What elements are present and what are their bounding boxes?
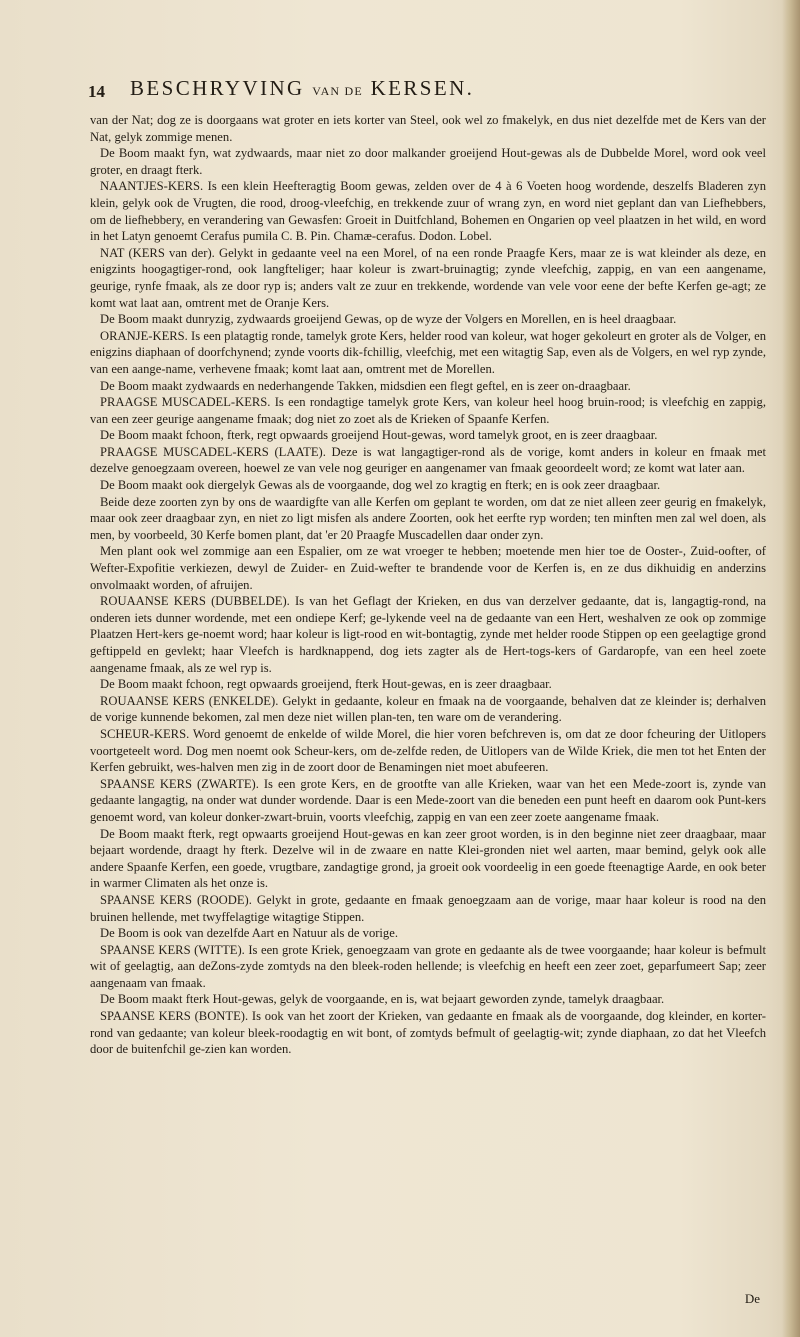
body-text	[90, 112, 766, 1058]
paragraph: De Boom maakt fchoon, regt opwaards groeijend, fterk Hout-gewas, en is zeer draagbaar.	[100, 677, 552, 692]
running-head-van: VAN DE	[312, 84, 363, 98]
paragraph: SPAANSE KERS (ZWARTE). Is een grote Kers, en de grootfte van alle Krieken, waar van het een Mede-zoort is, zynde van gedaante langagtig, na onder wat dunder wordende. Daar is een Mede-zoort van die beneden een punt heeft en daarom ook Punt-kers genoemt word, van koleur donker-zwart-bruin, voorts vleefchig, zappig en van een zeer zoete aangename fmaak.	[90, 776, 766, 824]
paragraph: NAT (KERS van der). Gelykt in gedaante veel na een Morel, of na een ronde Praagfe Kers, maar ze is wat kleinder als deze, en enigzints hoogagtiger-rond, ook langfteliger; haar koleur is zwart-bruinagtig; zynde vleefchig, zappig, en van een aangename, geurige, rynfe fmaak, als ze door ryp is; anders valt ze zuur en trekkende, wordende van vele voor eene der befte Kerfen ge-agt; ze komt wat laat aan, omtrent met de Oranje Kers.	[90, 245, 766, 310]
running-head	[130, 76, 474, 101]
paragraph: SCHEUR-KERS. Word genoemt de enkelde of wilde Morel, die hier voren befchreven is, om dat ze door fcheuring der Uitlopers voortgeteelt word. Dog men noemt ook Scheur-kers, om de-zelfde reden, de Uitlopers van de Wilde Kriek, die men tot het Enten der Kerfen gebruikt, wes-halven men zig in de zoort door de Benamingen niet moet abufeeren.	[90, 726, 766, 775]
paragraph: De Boom maakt fterk Hout-gewas, gelyk de voorgaande, en is, wat bejaart geworden zynde, tamelyk draagbaar.	[100, 992, 665, 1007]
paragraph: ROUAANSE KERS (ENKELDE). Gelykt in gedaante, koleur en fmaak na de voorgaande, behalven dat ze kleinder is; derhalven de vorige kunnende bekomen, zal men deze niet willen plan-ten, ten ware om de verandering.	[90, 693, 766, 725]
paragraph: De Boom maakt fterk, regt opwaarts groeijend Hout-gewas en kan zeer groot worden, is in den beginne niet zeer draagbaar, maar bejaart wordende, draagt hy fterk. Dezelve wil in de zwaare en natte Klei-gronden niet wel aarten, maar bemind, gelyk ook alle andere Spaanfe Kerfen, een goede, vrugtbare, zandagtige grond, ja groeit ook voordeelig in een goede fteenagtige Aarde, en ook beter in warmer Climaten als het onze is.	[90, 826, 766, 891]
paragraph: PRAAGSE MUSCADEL-KERS. Is een rondagtige tamelyk grote Kers, van koleur heel hoog bruin-rood; is vleefchig en zappig, van een zeer geurige aangename fmaak; dog niet zo zoet als de Krieken of Spaanfe Kerfen.	[90, 395, 766, 426]
page-edge	[782, 0, 800, 1337]
running-head-part1: BESCHRYVING	[130, 76, 305, 100]
page-number: 14	[88, 82, 105, 101]
paragraph: De Boom maakt dunryzig, zydwaards groeijend Gewas, op de wyze der Volgers en Morellen, en is heel draagbaar.	[100, 312, 677, 327]
paragraph: NAANTJES-KERS. Is een klein Heefteragtig Boom gewas, zelden over de 4 à 6 Voeten hoog wordende, deszelfs Bladeren zyn klein, gelyk ook de Vrugten, die rood, droog-vleefchig, en trekkende zuur of wrang zyn, en word niet geplant dan van Liefhebbers, om de liefhebbery, en verandering van Gewasfen: Groeit in Duitfchland, Bohemen en Ongarien op veel plaatzen in het wild, en word in het Latyn genoemt Cerafus pumila C. B. Pin. Chamæ-cerafus. Dodon. Lobel.	[90, 179, 766, 244]
paragraph: Beide deze zoorten zyn by ons de waardigfte van alle Kerfen om geplant te worden, om dat ze niet alleen zeer geurig en fmakelyk, maar ook zeer draagbaar zyn, en niet zo ligt misfen als andere Zoorten, ook het eerfte ryp worden; ten minften men zal wel doen, als men, by voorbeeld, 30 Kerfe bomen plant, dat 'er 20 Praagfe Muscadellen daar onder zyn.	[90, 494, 766, 542]
paragraph: De Boom maakt ook diergelyk Gewas als de voorgaande, dog wel zo kragtig en fterk; en is ook zeer draagbaar.	[100, 478, 661, 493]
paragraph: PRAAGSE MUSCADEL-KERS (LAATE). Deze is wat langagtiger-rond als de vorige, komt anders in koleur en fmaak met dezelve genoegzaam overeen, hoewel ze van vele nog geuriger en aangenamer van fmaak geoordeelt word; ze komt wat later aan.	[90, 444, 766, 476]
paragraph: De Boom maakt fyn, wat zydwaards, maar niet zo door malkander groeijend Hout-gewas als de Dubbelde Morel, word ook veel groter, en draagt fterk.	[90, 146, 766, 177]
paragraph: SPAANSE KERS (ROODE). Gelykt in grote, gedaante en fmaak genoegzaam aan de vorige, maar haar koleur is rood na den bruinen hellende, met twyffelagtige witagtige Stippen.	[90, 892, 766, 924]
paragraph: Men plant ook wel zommige aan een Espalier, om ze wat vroeger te hebben; moetende men hier toe de Ooster-, Zuid-oofter, of Wefter-Expofitie verkiezen, dewyl de Zuider- en Zuid-wefter te brandende voor de Kerfen is, en ze dus dikhuidig en anderzins onvolmaakt worden, of afruijen.	[90, 544, 766, 592]
paragraph: De Boom is ook van dezelfde Aart en Natuur als de vorige.	[100, 926, 398, 941]
paragraph: De Boom maakt fchoon, fterk, regt opwaards groeijend Hout-gewas, word tamelyk groot, en is zeer draagbaar.	[100, 428, 658, 443]
catchword: De	[744, 1291, 760, 1306]
paragraph: SPAANSE KERS (BONTE). Is ook van het zoort der Krieken, van gedaante en fmaak als de voorgaande, dog kleinder, en korter-rond van gedaante; van koleur bleek-roodagtig en wit bont, of zomtyds befmult of geelagtig-wit; zynde diaphaan, zo dat het Vleefch door de buitenfchil ge-zien kan worden.	[90, 1009, 766, 1057]
paragraph: ORANJE-KERS. Is een platagtig ronde, tamelyk grote Kers, helder rood van koleur, wat hoger gekoleurt en groter als de Volger, en enigzins diaphaan of doorfchynend; zynde voorts dik-fchillig, vleefchig, met een witagtig Sap, even als de Volgers, en wel ryp zynde, van een aange-name, verhevene fmaak; komt laat aan, omtrent met de Morellen.	[90, 328, 766, 376]
page-header	[88, 76, 768, 106]
paragraph: SPAANSE KERS (WITTE). Is een grote Kriek, genoegzaam van grote en gedaante als de twee voorgaande; haar koleur is befmult wit of geelagtig, aan deZons-zyde zomtyds na den bleek-roden hellende; is vleefchig en heeft een zeer zoet, geparfumeert Sap; zeer aangenaam van fmaak.	[90, 942, 766, 990]
paragraph: De Boom maakt zydwaards en nederhangende Takken, midsdien een flegt geftel, en is zeer on-draagbaar.	[100, 378, 631, 393]
paragraph: van der Nat; dog ze is doorgaans wat groter en iets korter van Steel, ook wel zo fmakelyk, en dus niet dezelfde met de Kers van der Nat, gelyk zommige menen.	[90, 113, 766, 144]
paragraph: ROUAANSE KERS (DUBBELDE). Is van het Geflagt der Krieken, en dus van derzelver gedaante, dat is, langagtig-rond, na onderen iets dunner wordende, met een ondiepe Kerf; ge-lykende veel na de gedaante van een Hert, weshalven ze ook op zommige Plaatzen Hert-kers ge-noemt word; haar koleur is ligt-rood en wit-bontagtig, zynde met helder roode Stippen op een geelagtige grond geftippeld en gevlekt; haar Vleefch is hardknappend, dog iets zagter als de Hert-togs-kers of Gardaropfe, van een heel zoete aangename fmaak, als ze wel ryp is.	[90, 594, 766, 675]
running-head-part2: KERSEN.	[370, 76, 475, 100]
